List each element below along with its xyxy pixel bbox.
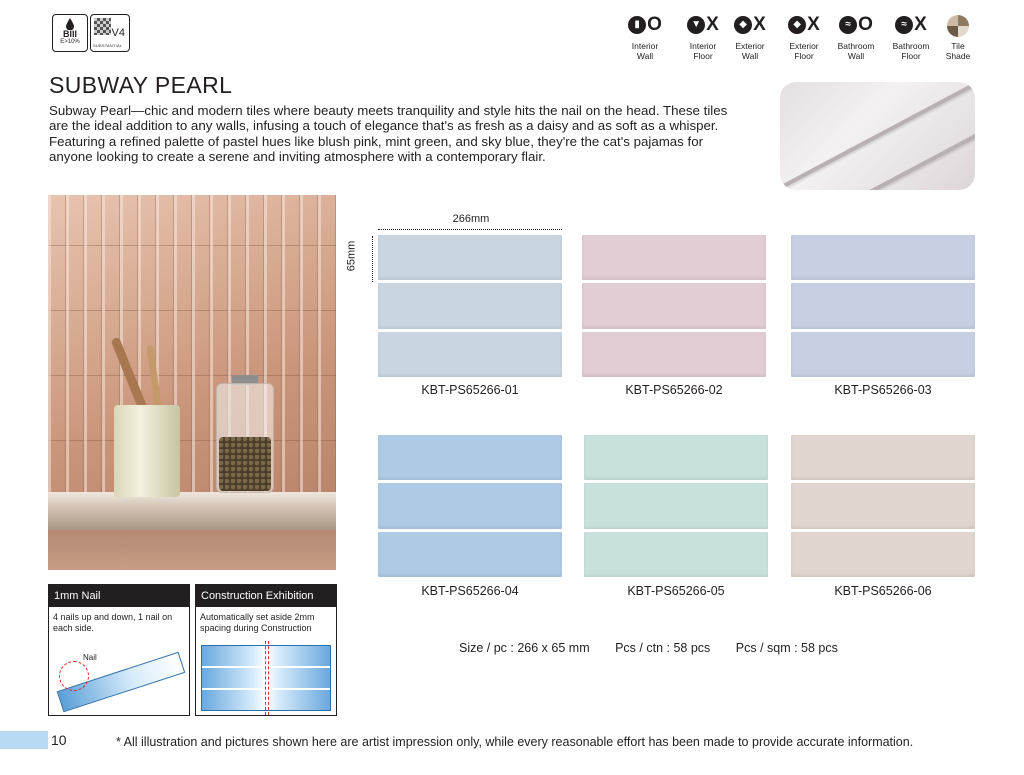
usage-interior-floor [677, 12, 729, 61]
tile-strip [791, 283, 975, 328]
usage-label: Exterior [735, 41, 765, 51]
usage-exterior-wall [724, 12, 776, 61]
usage-label: Floor [901, 51, 921, 61]
bathroom-wall-icon: ≈ [839, 16, 857, 34]
tile-strip [582, 283, 766, 328]
product-description: Subway Pearl—chic and modern tiles where beauty meets tranquility and style hits the nail on the head. These tiles are the ideal addition to any walls, infusing a touch of elegance that's as fresh as a daisy and as soft as a whisper. Featuring a refined palette of pastel hues like blush pink, mint green, and sky blue, they're the cat's pajamas for anyone looking to create a serene and inviting atmosphere with a contemporary flair. [49, 103, 728, 165]
absorption-class: BIII [62, 29, 77, 39]
tile-code: KBT-PS65266-06 [834, 584, 932, 598]
height-dimension-line [372, 236, 373, 282]
tile-strip [378, 532, 562, 577]
tile-code: KBT-PS65266-03 [834, 383, 932, 397]
tile-strip [378, 483, 562, 528]
spec-pcs-sqm: Pcs / sqm : 58 pcs [735, 641, 838, 655]
usage-exterior-floor [778, 12, 830, 61]
tile-strip [378, 435, 562, 480]
usage-label: Wall [636, 51, 654, 61]
tile-code: KBT-PS65266-01 [421, 383, 519, 397]
tile-strip [378, 283, 562, 328]
usage-bathroom-floor [885, 12, 937, 61]
suitability-mark: O [858, 14, 873, 35]
shade-variation-icon [94, 18, 111, 35]
tile-strip [791, 235, 975, 280]
usage-bathroom-wall [830, 12, 882, 61]
tile-strip [584, 483, 768, 528]
tile-width-label: 266mm [452, 213, 490, 225]
tile-swatch [378, 235, 562, 377]
construction-info-header: Construction Exhibition [196, 585, 336, 607]
tile-strip [582, 235, 766, 280]
tile-strip [378, 332, 562, 377]
tile-strip [584, 435, 768, 480]
page-number-bar [0, 731, 48, 749]
usage-label: Floor [794, 51, 814, 61]
tile-swatch [791, 435, 975, 577]
variation-code: V4 [111, 27, 125, 39]
spec-size: Size / pc : 266 x 65 mm [459, 641, 590, 655]
width-dimension-line [378, 229, 562, 230]
suitability-mark: O [647, 14, 662, 35]
tile-code: KBT-PS65266-02 [625, 383, 723, 397]
usage-label: Interior [631, 41, 659, 51]
variation-caption: SUBSTANTIAL [93, 43, 123, 48]
shade-variation-badge [90, 14, 130, 52]
usage-label: Floor [693, 51, 713, 61]
absorption-range: E>10% [60, 39, 80, 45]
tile-swatch [378, 435, 562, 577]
usage-label: Shade [945, 51, 971, 61]
tile-strip [378, 235, 562, 280]
room-scene-image [48, 195, 336, 570]
water-absorption-badge [52, 14, 88, 52]
tile-code: KBT-PS65266-04 [421, 584, 519, 598]
nail-info-header: 1mm Nail [49, 585, 189, 607]
usage-label: Bathroom [892, 41, 930, 51]
disclaimer-footnote: * All illustration and pictures shown here are artist impression only, while every reasonable effort has been made to provide accurate information. [116, 735, 914, 749]
usage-label: Bathroom [837, 41, 875, 51]
usage-label: Wall [741, 51, 759, 61]
suitability-mark: X [807, 14, 820, 35]
usage-label: Interior [689, 41, 717, 51]
tile-swatch [584, 435, 768, 577]
exterior-floor-icon: ◆ [788, 16, 806, 34]
product-title: SUBWAY PEARL [49, 72, 233, 98]
construction-info-text: Automatically set aside 2mm spacing during Construction [200, 612, 315, 633]
spacing-marker [265, 641, 269, 715]
product-specs [459, 641, 860, 655]
tile-strip [584, 532, 768, 577]
exterior-wall-icon: ◆ [734, 16, 752, 34]
tile-shade-icon [947, 15, 969, 37]
nail-info-text: 4 nails up and down, 1 nail on each side. [53, 612, 173, 633]
tile-code: KBT-PS65266-05 [627, 584, 725, 598]
spec-pcs-ctn: Pcs / ctn : 58 pcs [615, 641, 711, 655]
usage-label: Tile [951, 41, 965, 51]
tile-strip [791, 532, 975, 577]
nail-label: Nail [83, 653, 97, 662]
tile-strip [791, 435, 975, 480]
tile-swatch [791, 235, 975, 377]
tile-swatch [582, 235, 766, 377]
usage-interior-wall [619, 12, 671, 61]
page-number: 10 [51, 732, 67, 748]
suitability-mark: X [706, 14, 719, 35]
construction-info-box [195, 584, 337, 716]
height-dimension [345, 234, 368, 282]
usage-label: Exterior [789, 41, 819, 51]
tile-height-label: 65mm [345, 240, 358, 272]
usage-tile-shade [932, 12, 984, 61]
usage-label: Wall [847, 51, 865, 61]
tile-strip [791, 483, 975, 528]
suitability-mark: X [753, 14, 766, 35]
interior-floor-icon: ▼ [687, 16, 705, 34]
bathroom-floor-icon: ≈ [895, 16, 913, 34]
nail-info-box [48, 584, 190, 716]
interior-wall-icon: ▮ [628, 16, 646, 34]
suitability-mark: X [914, 14, 927, 35]
nail-highlight-circle [59, 661, 89, 691]
tile-strip [791, 332, 975, 377]
tile-strip [582, 332, 766, 377]
tile-texture-closeup-image [780, 82, 975, 190]
